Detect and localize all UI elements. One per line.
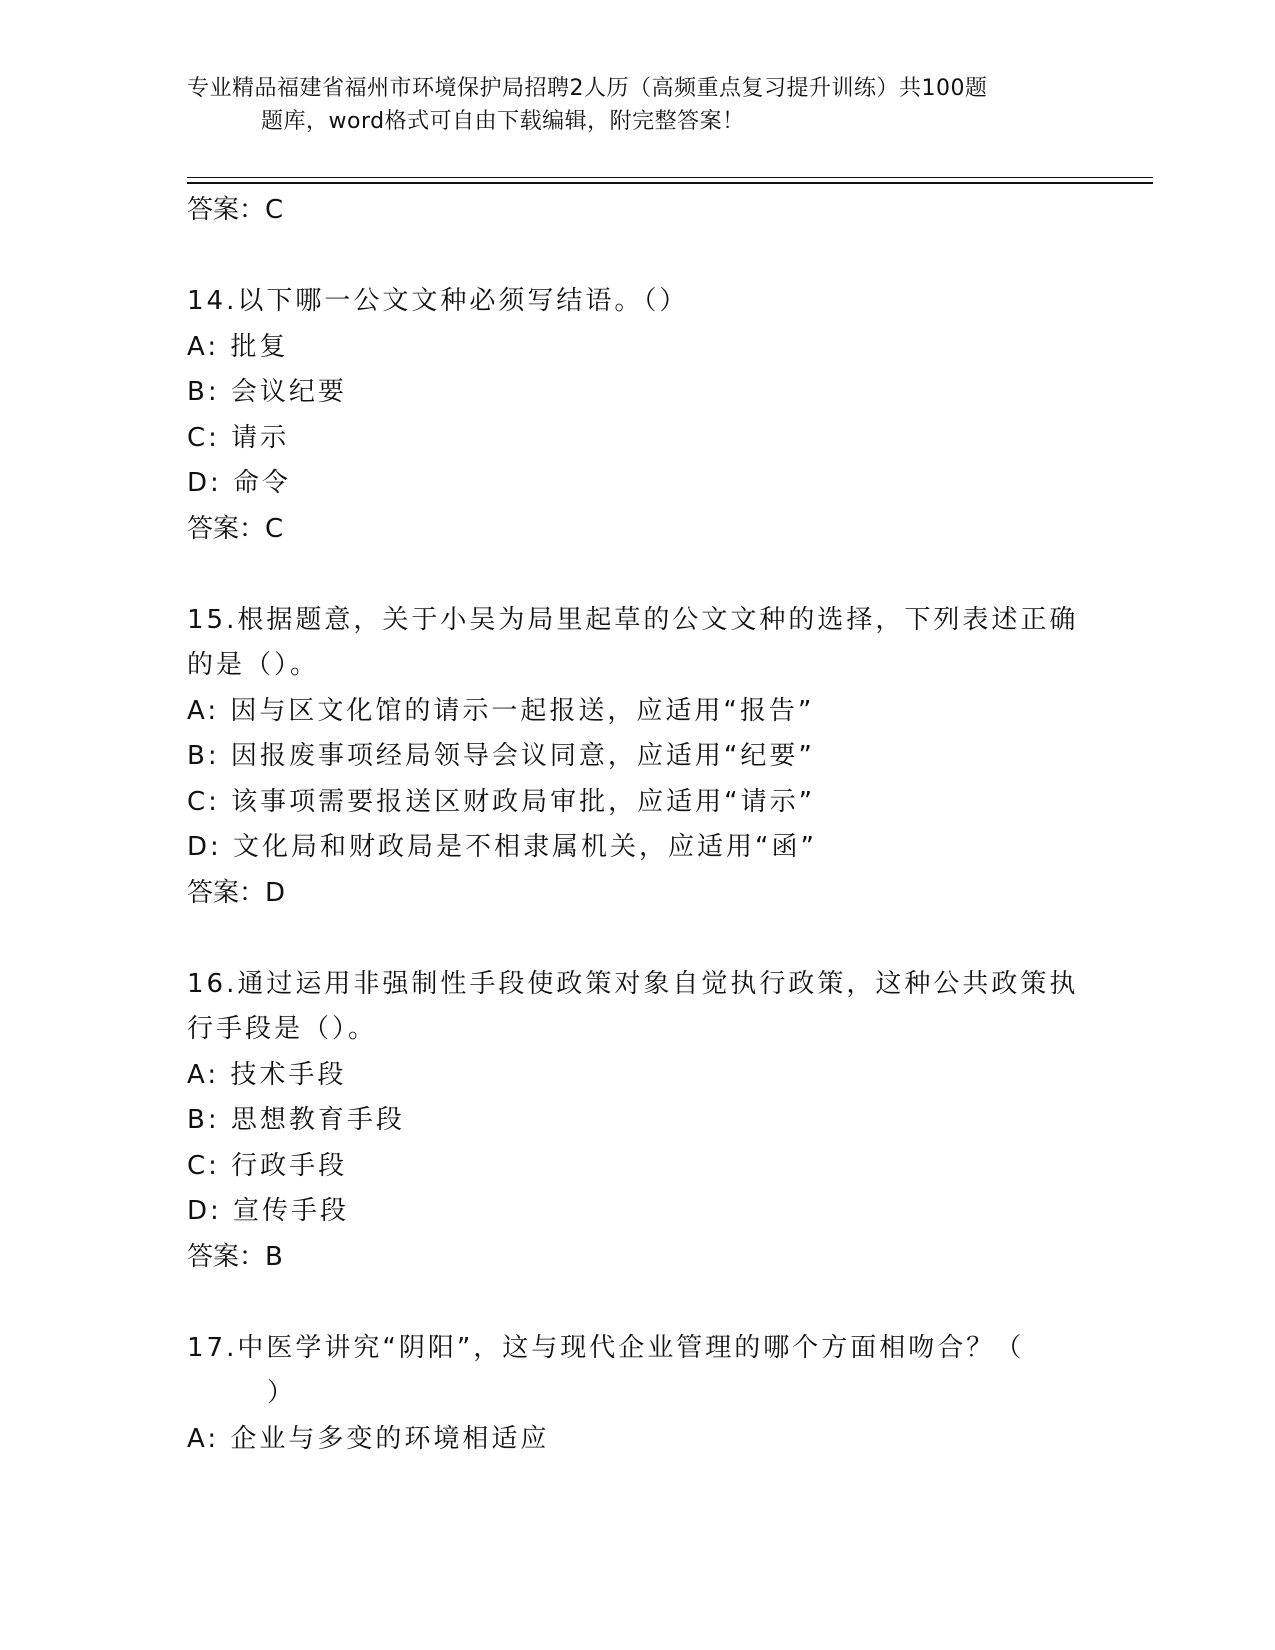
header-divider-thick: [187, 182, 1153, 184]
question-16-stem-line-2: 行手段是（）。: [187, 1014, 378, 1044]
spacer: [187, 916, 1087, 962]
question-15-option-d: D: 文化局和财政局是不相隶属机关，应适用“函”: [187, 832, 817, 862]
answer-q16: 答案：B: [187, 1241, 283, 1272]
header-title-line-2: 题库，word格式可自由下载编辑，附完整答案！: [261, 109, 745, 134]
question-14-option-d: D: 命令: [187, 468, 292, 498]
question-16: [187, 962, 1087, 1280]
question-content: [187, 188, 1087, 1462]
question-14: [187, 279, 1087, 552]
question-15-stem-line-2: 的是（）。: [187, 650, 320, 680]
question-15-option-c: C: 该事项需要报送区财政局审批，应适用“请示”: [187, 786, 816, 817]
spacer: [187, 233, 1087, 279]
header-divider-thin: [187, 177, 1153, 178]
question-16-option-b: B: 思想教育手段: [187, 1105, 405, 1135]
question-16-option-d: D: 宣传手段: [187, 1196, 350, 1226]
spacer: [187, 1280, 1087, 1326]
question-14-option-c: C: 请示: [187, 422, 290, 453]
spacer: [187, 552, 1087, 598]
question-15-stem-line-1: 15.根据题意，关于小吴为局里起草的公文文种的选择，下列表述正确: [187, 604, 1079, 635]
question-16-stem-line-1: 16.通过运用非强制性手段使政策对象自觉执行政策，这种公共政策执: [187, 968, 1079, 999]
question-15-option-a: A: 因与区文化馆的请示一起报送，应适用“报告”: [187, 695, 815, 726]
question-15-option-b: B: 因报废事项经局领导会议同意，应适用“纪要”: [187, 741, 815, 771]
question-16-option-a: A: 技术手段: [187, 1059, 347, 1090]
question-16-option-c: C: 行政手段: [187, 1150, 348, 1181]
document-header: [187, 72, 1097, 138]
header-title-line-1: 专业精品福建省福州市环境保护局招聘2人历（高频重点复习提升训练）共100题: [187, 76, 988, 101]
question-17-stem-line-2: ）: [267, 1378, 297, 1408]
question-14-stem: 14.以下哪一公文文种必须写结语。（）: [187, 286, 689, 316]
answer-q14: 答案：C: [187, 513, 284, 544]
question-14-option-a: A: 批复: [187, 331, 289, 362]
question-17-option-a: A: 企业与多变的环境相适应: [187, 1423, 550, 1454]
answer-q15: 答案：D: [187, 877, 286, 908]
question-15: [187, 598, 1087, 916]
question-14-option-b: B: 会议纪要: [187, 377, 347, 407]
question-17-stem-line-1: 17.中医学讲究“阴阳”，这与现代企业管理的哪个方面相吻合？（: [187, 1332, 1025, 1363]
answer-q13: 答案：C: [187, 195, 284, 225]
question-17: [187, 1326, 1087, 1463]
